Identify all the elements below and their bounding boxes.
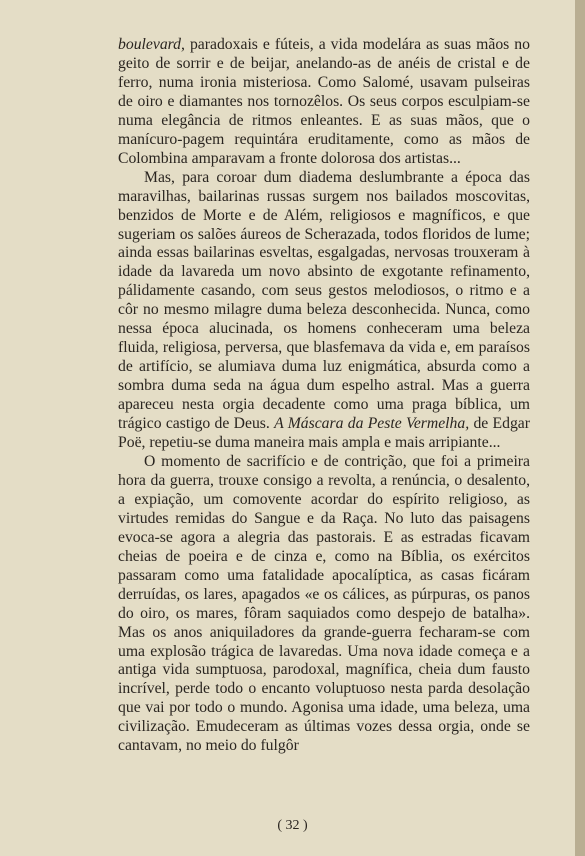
paragraph-2	[118, 169, 530, 453]
paragraph-3	[118, 453, 530, 756]
page-number: ( 32 )	[277, 818, 308, 833]
text-run: de Edgar Poë, repetiu-se duma maneira mais ampla e mais arripiante...	[118, 415, 530, 452]
text-run: O momento de sacrifício e de contrição, que foi a primeira hora da guerra, trouxe consigo a revolta, a renúncia, o desalento, a expiação, um comovente acordar do espírito religioso, as virtudes remidas do Sangue e da Raça. No luto das paisagens evoca-se agora a alegria das pastorais. E as estradas ficavam cheias de poeira e de cinza e, como na Bíblia, os exércitos passaram como uma fatalidade apocalíptica, as casas ficáram derruídas, os lares, apagados «e os cálices, as púrpuras, os panos do oiro, os mares, fôram saquiados como despejo de batalha». Mas os anos aniquiladores da grande-guerra fecharam-se com uma explosão trágica de lavaredas. Uma nova idade começa e a antiga vida sumptuosa, parodoxal, magnífica, cheia dum fausto incrível, perde todo o encanto voluptuoso nesta parda desolação que vai por todo o mundo. Agonisa uma idade, uma beleza, uma civilização. Emudeceram as últimas vozes dessa orgia, onde se cantavam, no meio do fulgôr	[118, 452, 530, 755]
body-text	[118, 36, 530, 756]
text-run: Mas, para coroar dum diadema deslumbrante a época das maravilhas, bailarinas russas surgem nos bailados moscovitas, benzidos de Morte e de Além, religiosos e magníficos, e que sugeriam os salões áureos de Scherazada, todos floridos de lume; ainda essas bailarinas esveltas, esgalgadas, nervosas trouxeram à idade da lavareda um novo absinto de exgotante refinamento, pálidamente casando, com seus gestos melodiosos, o ritmo e a côr no mesmo milagre duma beleza desconhecida. Nunca, como nessa época alucinada, os homens conheceram uma beleza fluida, religiosa, perversa, que blasfemava da vida e, em paraísos de artifício, se alumiava duma luz enigmática, absurda como a sombra duma seda na água dum espelho astral. Mas a guerra apareceu nesta orgia decadente como uma praga bíblica, um trágico castigo de Deus.	[118, 168, 530, 433]
italic-text-run: A Máscara da Peste Vermelha,	[274, 415, 470, 433]
text-run: paradoxais e fúteis, a vida modelára as suas mãos no geito de sorrir e de beijar, anelando-as de anéis de cristal e de ferro, numa ironia misteriosa. Como Salomé, usavam pulseiras de oiro e diamantes nos tornozêlos. Os seus corpos esculpiam-se numa elegância de ritmos enleantes. E as suas mãos, que o manícuro-pagem requintára eruditamente, como as mãos de Colombina amparavam a fronte dolorosa dos artistas...	[118, 36, 530, 167]
paragraph-1	[118, 36, 530, 169]
italic-text-run: boulevard,	[118, 36, 185, 53]
